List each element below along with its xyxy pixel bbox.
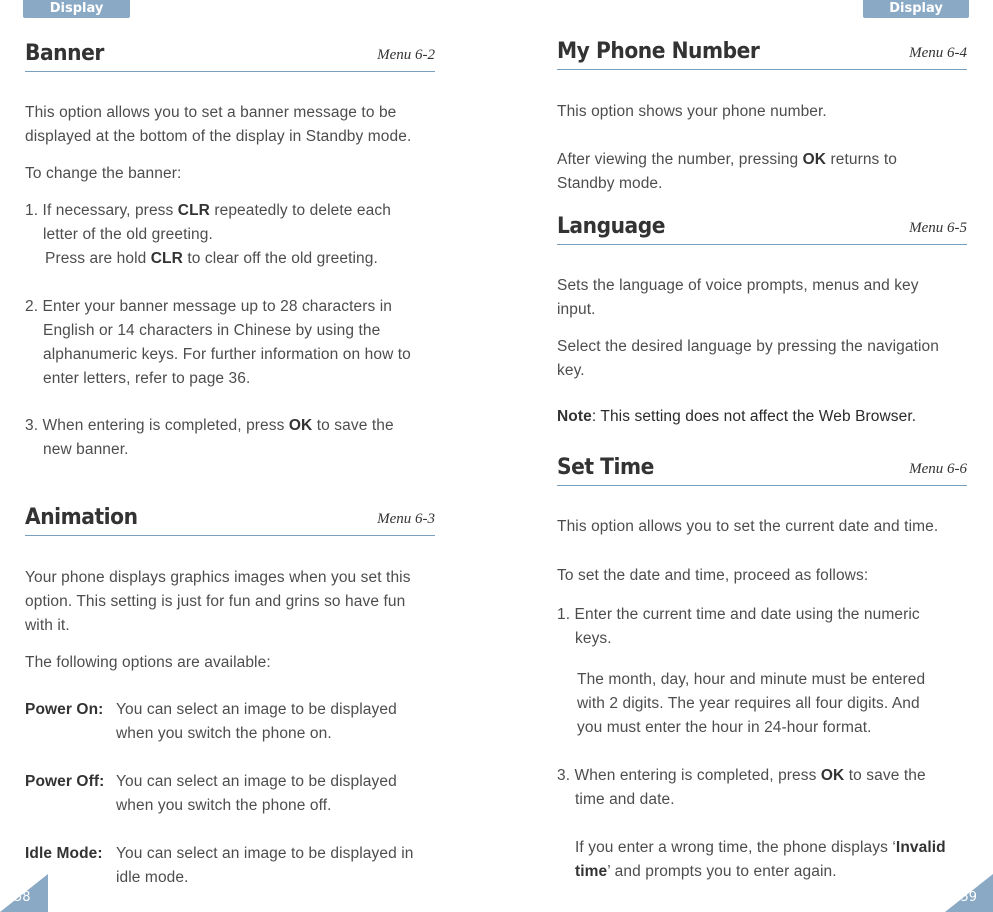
section-tab: Display <box>863 0 969 18</box>
my-phone-number-desc: This option shows your phone number. <box>557 103 827 120</box>
banner-step-1-line3: Press are hold CLR to clear off the old greeting. <box>45 250 378 267</box>
animation-options-intro: The following options are available: <box>25 654 271 671</box>
my-phone-number-title: My Phone Number <box>557 39 760 64</box>
power-on-label: Power On: <box>25 701 104 718</box>
power-on-desc-line1: You can select an image to be displayed <box>116 701 397 718</box>
right-page <box>496 0 993 912</box>
set-time-format-line1: The month, day, hour and minute must be entered <box>577 671 926 688</box>
set-time-warning-line2: time’ and prompts you to enter again. <box>575 863 837 880</box>
power-on-desc-line2: when you switch the phone on. <box>116 725 332 742</box>
set-time-warning-line1: If you enter a wrong time, the phone displays ‘Invalid <box>575 839 946 856</box>
page-number: 59 <box>960 890 977 905</box>
invalid-message: Invalid <box>895 839 946 856</box>
banner-step-2-line1: 2. Enter your banner message up to 28 characters in <box>25 298 392 315</box>
ok-key: OK <box>802 151 827 168</box>
set-time-format-line2: with 2 digits. The year requires all four digits. And <box>577 695 920 712</box>
power-off-desc-line2: when you switch the phone off. <box>116 797 332 814</box>
set-time-format-line3: you must enter the hour in 24-hour format. <box>577 719 872 736</box>
my-phone-number-menu-number: Menu 6-4 <box>909 45 967 61</box>
animation-intro-line3: with it. <box>25 617 70 634</box>
language-desc-line2: input. <box>557 301 596 318</box>
set-time-title: Set Time <box>557 455 654 480</box>
heading-rule <box>557 485 967 486</box>
set-time-procedure-intro: To set the date and time, proceed as follows: <box>557 567 869 584</box>
animation-intro-line1: Your phone displays graphics images when you set this <box>25 569 411 586</box>
set-time-heading <box>557 452 967 486</box>
idle-mode-desc-line1: You can select an image to be displayed in <box>116 845 414 862</box>
clr-key: CLR <box>177 202 210 219</box>
animation-menu-number: Menu 6-3 <box>377 511 435 527</box>
heading-rule <box>557 244 967 245</box>
page-number: 58 <box>14 890 31 905</box>
banner-step-1-line2: letter of the old greeting. <box>43 226 213 243</box>
idle-mode-desc-line2: idle mode. <box>116 869 189 886</box>
language-note: Note: This setting does not affect the Web Browser. <box>557 408 917 425</box>
ok-key: OK <box>820 767 845 784</box>
set-time-step-1-line1: 1. Enter the current time and date using the numeric <box>557 606 920 623</box>
set-time-step-3-line2: time and date. <box>575 791 675 808</box>
animation-heading <box>25 502 435 536</box>
idle-mode-label: Idle Mode: <box>25 845 103 862</box>
animation-title: Animation <box>25 505 138 530</box>
banner-intro-line2: displayed at the bottom of the display in Standby mode. <box>25 128 412 145</box>
animation-intro-line2: option. This setting is just for fun and grins so have fun <box>25 593 406 610</box>
banner-step-1: 1. If necessary, press CLR repeatedly to delete each <box>25 202 391 219</box>
power-off-label: Power Off: <box>25 773 105 790</box>
set-time-menu-number: Menu 6-6 <box>909 461 967 477</box>
language-heading <box>557 211 967 245</box>
my-phone-number-ok: After viewing the number, pressing OK returns to <box>557 151 897 168</box>
banner-step-2-line4: enter letters, refer to page 36. <box>43 370 251 387</box>
power-off-desc-line1: You can select an image to be displayed <box>116 773 397 790</box>
language-desc-line1: Sets the language of voice prompts, menus and key <box>557 277 919 294</box>
banner-menu-number: Menu 6-2 <box>377 47 435 63</box>
banner-step-2-line2: English or 14 characters in Chinese by using the <box>43 322 381 339</box>
heading-rule <box>25 535 435 536</box>
language-select-line2: key. <box>557 362 585 379</box>
banner-step-3-line2: new banner. <box>43 441 129 458</box>
clr-key: CLR <box>150 250 183 267</box>
left-page <box>0 0 496 912</box>
banner-intro-line1: This option allows you to set a banner message to be <box>25 104 397 121</box>
language-select-line1: Select the desired language by pressing the navigation <box>557 338 939 355</box>
set-time-step-1-line2: keys. <box>575 630 612 647</box>
language-menu-number: Menu 6-5 <box>909 220 967 236</box>
section-tab: Display <box>23 0 130 18</box>
heading-rule <box>557 69 967 70</box>
banner-step-3: 3. When entering is completed, press OK to save the <box>25 417 394 434</box>
ok-key: OK <box>288 417 313 434</box>
my-phone-number-ok-line2: Standby mode. <box>557 175 663 192</box>
set-time-step-3: 3. When entering is completed, press OK to save the <box>557 767 926 784</box>
set-time-desc: This option allows you to set the current date and time. <box>557 518 939 535</box>
banner-heading <box>25 38 435 72</box>
note-label: Note <box>557 408 592 425</box>
heading-rule <box>25 71 435 72</box>
language-title: Language <box>557 214 666 239</box>
banner-step-2-line3: alphanumeric keys. For further information on how to <box>43 346 411 363</box>
my-phone-number-heading <box>557 36 967 70</box>
banner-title: Banner <box>25 41 104 66</box>
invalid-message: time <box>575 863 608 880</box>
banner-change-intro: To change the banner: <box>25 165 182 182</box>
